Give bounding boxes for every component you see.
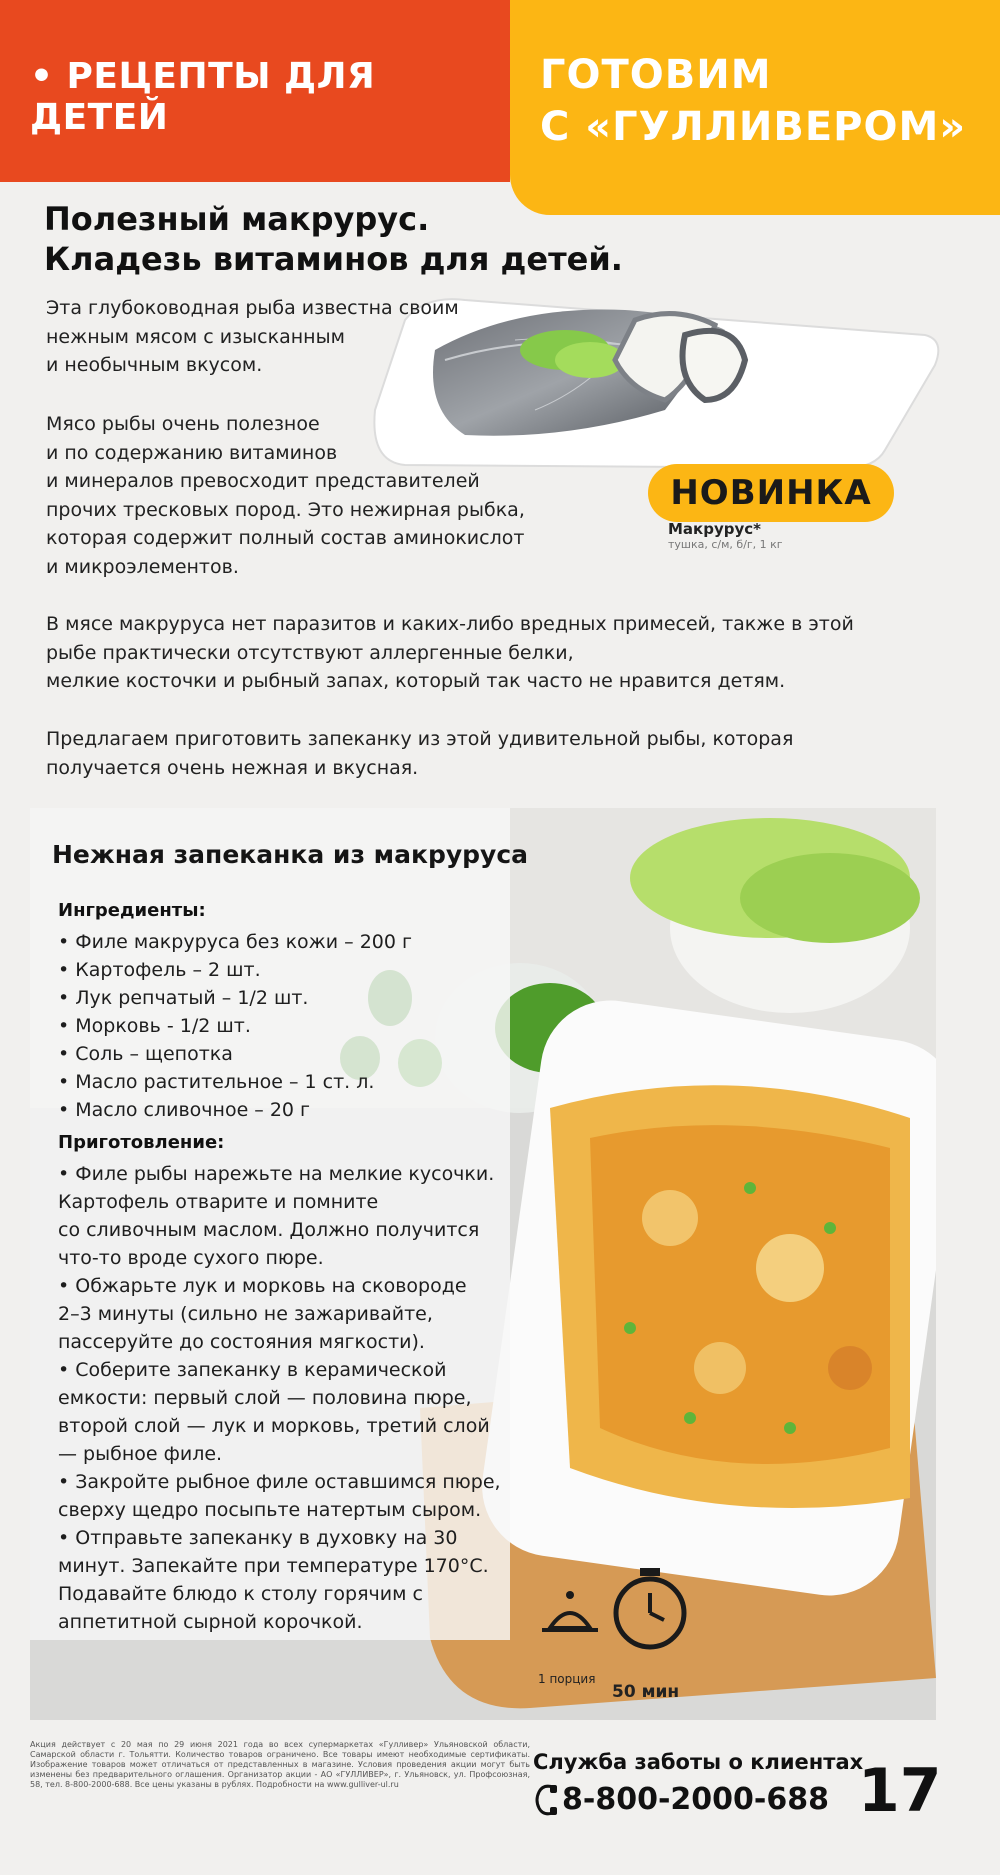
article-title-line-2: Кладезь витаминов для детей. (44, 240, 623, 278)
brand-line-2: С «ГУЛЛИВЕРОМ» (540, 104, 967, 150)
paragraph-line: В мясе макруруса нет паразитов и каких-либо вредных примесей, также в этой (46, 613, 854, 635)
brand-line-1: ГОТОВИМ (540, 52, 772, 98)
section-label: • РЕЦЕПТЫ ДЛЯ ДЕТЕЙ (30, 56, 376, 138)
recipe-title: Нежная запеканка из макруруса (52, 840, 529, 869)
paragraph-line: и по содержанию витаминов (46, 441, 338, 464)
page-number: 17 (858, 1756, 942, 1826)
step-line: емкости: первый слой — половина пюре, (58, 1387, 472, 1409)
step-line: — рыбное филе. (58, 1443, 223, 1465)
step-line: Картофель отварите и помните (58, 1191, 379, 1213)
ingredient-item: • Морковь - 1/2 шт. (58, 1015, 251, 1037)
step-line: • Филе рыбы нарежьте на мелкие кусочки. (58, 1163, 495, 1185)
paragraph-line: Эта глубоководная рыба известна своим (46, 297, 459, 319)
step-line: • Обжарьте лук и морковь на сковороде (58, 1275, 467, 1297)
header-brand-banner (510, 0, 1000, 215)
step-line: что-то вроде сухого пюре. (58, 1247, 324, 1269)
legal-disclaimer: Акция действует с 20 мая по 29 июня 2021 года во всех супермаркетах «Гулливер» Ульяновской области, Самарской области г. Тольятти. Количество товаров ограничено. Все товары имеют необходимые сертификаты. Изображение товаров может отличаться от представленных в магазине. Условия проведения акции могут быть изменены без предварительного оглашения. Организатор акции - АО «ГУЛЛИВЕР», г. Ульяновск, ул. Профсоюзная, 58, тел. 8-800-2000-688. Все цены указаны в рублях. Подробности на www.gulliver-ul.ru (30, 1740, 530, 1789)
step-line: аппетитной сырной корочкой. (58, 1611, 363, 1633)
paragraph-line: которая содержит полный состав аминокислот (46, 527, 525, 549)
paragraph-line: нежным мясом с изысканным (46, 325, 345, 348)
article-paragraph-1 (46, 294, 459, 380)
ingredient-item: • Масло сливочное – 20 г (58, 1099, 311, 1121)
step-line: • Соберите запеканку в керамической (58, 1359, 447, 1381)
ingredient-item: • Картофель – 2 шт. (58, 959, 261, 981)
step-line: Подавайте блюдо к столу горячим с (58, 1583, 423, 1605)
article-paragraph-2 (46, 410, 525, 581)
new-product-badge: НОВИНКА (648, 464, 894, 522)
portion-label: 1 порция (538, 1672, 596, 1686)
customer-care-phone[interactable]: 8-800-2000-688 (562, 1782, 829, 1817)
ingredients-list (58, 928, 412, 1124)
paragraph-line: Мясо рыбы очень полезное (46, 413, 320, 435)
paragraph-line: Предлагаем приготовить запеканку из этой удивительной рыбы, которая (46, 728, 794, 750)
step-line: пассеруйте до состояния мягкости). (58, 1331, 425, 1353)
step-line: 2–3 минуты (сильно не зажаривайте, (58, 1303, 433, 1325)
steps-heading: Приготовление: (58, 1132, 225, 1153)
phone-icon (533, 1784, 561, 1816)
step-line: второй слой — лук и морковь, третий слой (58, 1415, 490, 1437)
ingredient-item: • Масло растительное – 1 ст. л. (58, 1071, 375, 1093)
step-line: минут. Запекайте при температуре 170°С. (58, 1555, 489, 1577)
paragraph-line: и минералов превосходит представителей (46, 470, 480, 492)
step-line: • Закройте рыбное филе оставшимся пюре, (58, 1471, 501, 1493)
paragraph-line: рыбе практически отсутствуют аллергенные белки, (46, 641, 574, 664)
paragraph-line: и необычным вкусом. (46, 354, 263, 376)
step-line: • Отправьте запеканку в духовку на 30 (58, 1527, 458, 1549)
ingredient-item: • Соль – щепотка (58, 1043, 233, 1065)
customer-care-label: Служба заботы о клиентах (533, 1750, 864, 1774)
paragraph-line: получается очень нежная и вкусная. (46, 756, 419, 779)
article-title-line-1: Полезный макрурус. (44, 200, 430, 238)
article-paragraph-4 (46, 725, 793, 782)
article-paragraph-3 (46, 610, 854, 696)
product-description: тушка, с/м, б/г, 1 кг (668, 538, 783, 551)
step-line: сверху щедро посыпьте натертым сыром. (58, 1499, 482, 1521)
paragraph-line: прочих тресковых пород. Это нежирная рыбка, (46, 498, 525, 521)
ingredient-item: • Лук репчатый – 1/2 шт. (58, 987, 309, 1009)
paragraph-line: мелкие косточки и рыбный запах, который так часто не нравится детям. (46, 670, 786, 692)
steps-list (58, 1160, 501, 1636)
header-section-banner (0, 0, 510, 182)
cooking-time-label: 50 мин (612, 1682, 680, 1702)
step-line: со сливочным маслом. Должно получится (58, 1219, 480, 1241)
paragraph-line: и микроэлементов. (46, 555, 239, 578)
ingredient-item: • Филе макруруса без кожи – 200 г (58, 931, 412, 953)
product-name: Макрурус* (668, 520, 761, 538)
ingredients-heading: Ингредиенты: (58, 900, 206, 921)
